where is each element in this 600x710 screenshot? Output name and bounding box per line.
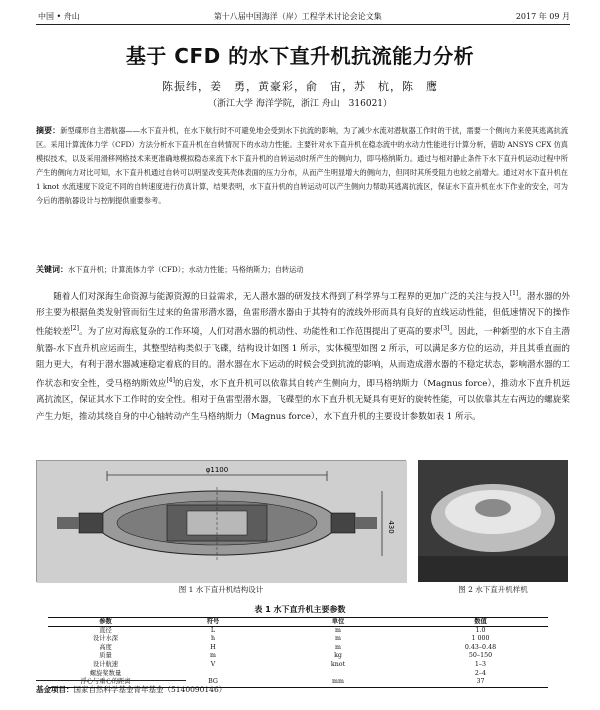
table-cell: 0.43–0.48	[464, 643, 497, 651]
table-header-cell: 符号	[206, 618, 220, 625]
table-cell: m	[335, 635, 341, 643]
citation-2: [2]	[70, 325, 79, 333]
funding-text: 国家自然科学基金青年基金（5140090146）	[73, 685, 227, 694]
table-row	[48, 670, 548, 679]
keywords-label: 关键词：	[36, 265, 68, 274]
table-1-title: 表 1 水下直升机主要参数	[254, 605, 346, 614]
body-text-3: 。为了应对海底复杂的工作环境，人们对潜水器的机动性、功能性和工作范围提出了更高的要求	[78, 327, 441, 338]
body-text-4: 。因此，一种新型的水下自主潜航器-水下直升机应运而生，其整型结构类似于飞碟，结构设计如图 1 所示，实体模型如图 2 所示，可以满足多方位的运动，并且其垂直面的阻力更大，有利于潜水器减速稳定着底的目的。潜水器在水下运动的时候会受到抗流的影响，从而造成潜水器的不稳定状态，影响潜水器的工作状态和安全性，受马格纳斯效应	[36, 327, 570, 390]
fig1-height-dimension: 430	[387, 520, 395, 534]
table-cell: mm	[332, 678, 344, 686]
table-cell: knot	[330, 660, 346, 668]
body-text-5: 的启发，水下直升机可以依靠其自转产生侧向力，即马格纳斯力（Magnus force），推动水下直升机远离抗流区，保证其水下工作时的安全性。相对于鱼雷型潜水器，飞碟型的水下直升机无疑具有更好的旋转性能，可以依靠其左右两边的螺旋桨产生力矩，推动其绕自身的中心轴转动产生马格纳斯力（Magnus force），水下直升机的主要设计参数如表 1 所示。	[36, 379, 570, 422]
table-header-cell: 数值	[474, 618, 487, 625]
table-cell: 设计航速	[92, 660, 119, 668]
table-cell	[163, 670, 263, 679]
keywords	[36, 264, 568, 275]
figure-1-structure-drawing	[36, 460, 406, 582]
footnote-rule	[36, 680, 186, 681]
table-row	[48, 635, 548, 644]
figure-1-caption: 图 1 水下直升机结构设计	[178, 585, 264, 594]
running-head	[38, 8, 570, 24]
table-cell: 直径	[99, 626, 112, 634]
body-text-2: 。潜水器的外形主要为根据鱼类发射管而衍生过来的鱼雷形潜水器，鱼雷形潜水器由于其特有的流线外形而具有良好的直线运动性能，但低速情况下的操作性能较差	[36, 291, 570, 338]
header-proceedings: 第十八届中国海洋（岸）工程学术讨论会论文集	[213, 11, 382, 21]
body-paragraph	[36, 286, 570, 425]
table-cell: m	[210, 652, 216, 660]
fig1-width-dimension: φ1100	[205, 466, 229, 474]
table-cell: 1 000	[471, 635, 490, 643]
table-cell: 设计水深	[92, 635, 119, 643]
figure-2-caption: 图 2 水下直升机样机	[458, 585, 528, 594]
table-cell: 2–4	[474, 669, 487, 677]
table-cell: 1.0	[475, 626, 486, 634]
table-cell: h	[210, 635, 216, 643]
header-location: 中国 • 舟山	[38, 11, 80, 21]
body-text-1: 随着人们对深海生命资源与能源资源的日益需求，无人潜水器的研发技术得到了科学界与工程界的更加广泛的关注与投入	[53, 291, 510, 302]
funding-footnote	[36, 684, 226, 695]
table-cell: kg	[334, 652, 342, 660]
citation-3: [3]	[440, 325, 450, 333]
table-cell: 浮心与重心的距离	[80, 678, 131, 686]
citation-1: [1]	[509, 290, 519, 297]
table-cell: V	[210, 660, 216, 668]
table-cell: L	[210, 626, 216, 634]
parameter-table	[48, 617, 548, 688]
table-cell: 螺旋桨数量	[89, 669, 122, 677]
table-row	[48, 652, 548, 661]
paper-title: 基于 CFD 的水下直升机抗流能力分析	[125, 44, 475, 68]
paper-affiliation: （浙江大学 海洋学院，浙江 舟山 316021）	[207, 99, 393, 109]
table-cell	[263, 670, 413, 679]
table-cell: 1–3	[474, 660, 487, 668]
table-cell: BG	[208, 678, 218, 686]
header-rule	[36, 24, 570, 25]
table-row	[48, 644, 548, 653]
abstract-text: 新型碟形自主潜航器——水下直升机，在水下航行时不可避免地会受到水下抗流的影响，为了减少水流对潜航器工作时的干扰，需要一个侧向力来使其逃离抗流区。采用计算流体力学（CFD）方法分析水下直升机在自转情况下的水动力性能。主要针对水下直升机在稳态流中的水动力性能进行计算分析，借助 ANSYS CFX 仿真模拟技术，以及采用滑移网格技术来更准确地模拟稳态来流下水下直升机的自转运动时所产生的侧向力，即马格纳斯力。通过与相对静止条件下水下直升机运动过程中所产生的侧向力对比可知，水下直升机通过自转可以明显改变其壳体表面的压力分布，从而产生明显增大的侧向力，但同时其所受阻力也较之前增大。通过对水下直升机在 1 knot 水流速度下设定不同的自转速度进行仿真计算，结果表明，水下直升机的自转运动可以产生侧向力帮助其逃离抗流区，保证水下直升机在水下作业的安全，可为今后的潜航器设计与控制提供重要参考。	[36, 126, 569, 206]
funding-label: 基金项目：	[36, 685, 74, 694]
table-cell: 质量	[99, 652, 112, 660]
table-header-cell: 单位	[331, 618, 345, 625]
table-cell: 高度	[99, 643, 112, 651]
table-header-row	[48, 618, 548, 627]
abstract	[36, 124, 568, 209]
prototype-photo-svg	[418, 460, 568, 582]
table-cell: 50–150	[468, 652, 493, 660]
paper-authors: 陈振纬，姜 勇，黄豪彩，俞 宙，苏 杭，陈 鹰	[162, 80, 438, 93]
table-row	[48, 627, 548, 636]
table-cell: H	[210, 643, 216, 651]
keywords-text: 水下直升机；计算流体力学（CFD）；水动力性能；马格纳斯力；自转运动	[68, 265, 304, 274]
citation-4: [4]	[166, 377, 175, 385]
table-cell: m	[335, 626, 341, 634]
table-row	[48, 661, 548, 670]
table-cell: 37	[476, 678, 485, 686]
table-header-cell: 参数	[99, 618, 112, 625]
table-cell: m	[335, 643, 341, 651]
figure-2-prototype-photo	[418, 460, 568, 582]
structure-drawing-svg	[37, 461, 407, 583]
abstract-label: 摘要：	[36, 126, 61, 135]
header-date: 2017 年 09 月	[515, 11, 570, 21]
